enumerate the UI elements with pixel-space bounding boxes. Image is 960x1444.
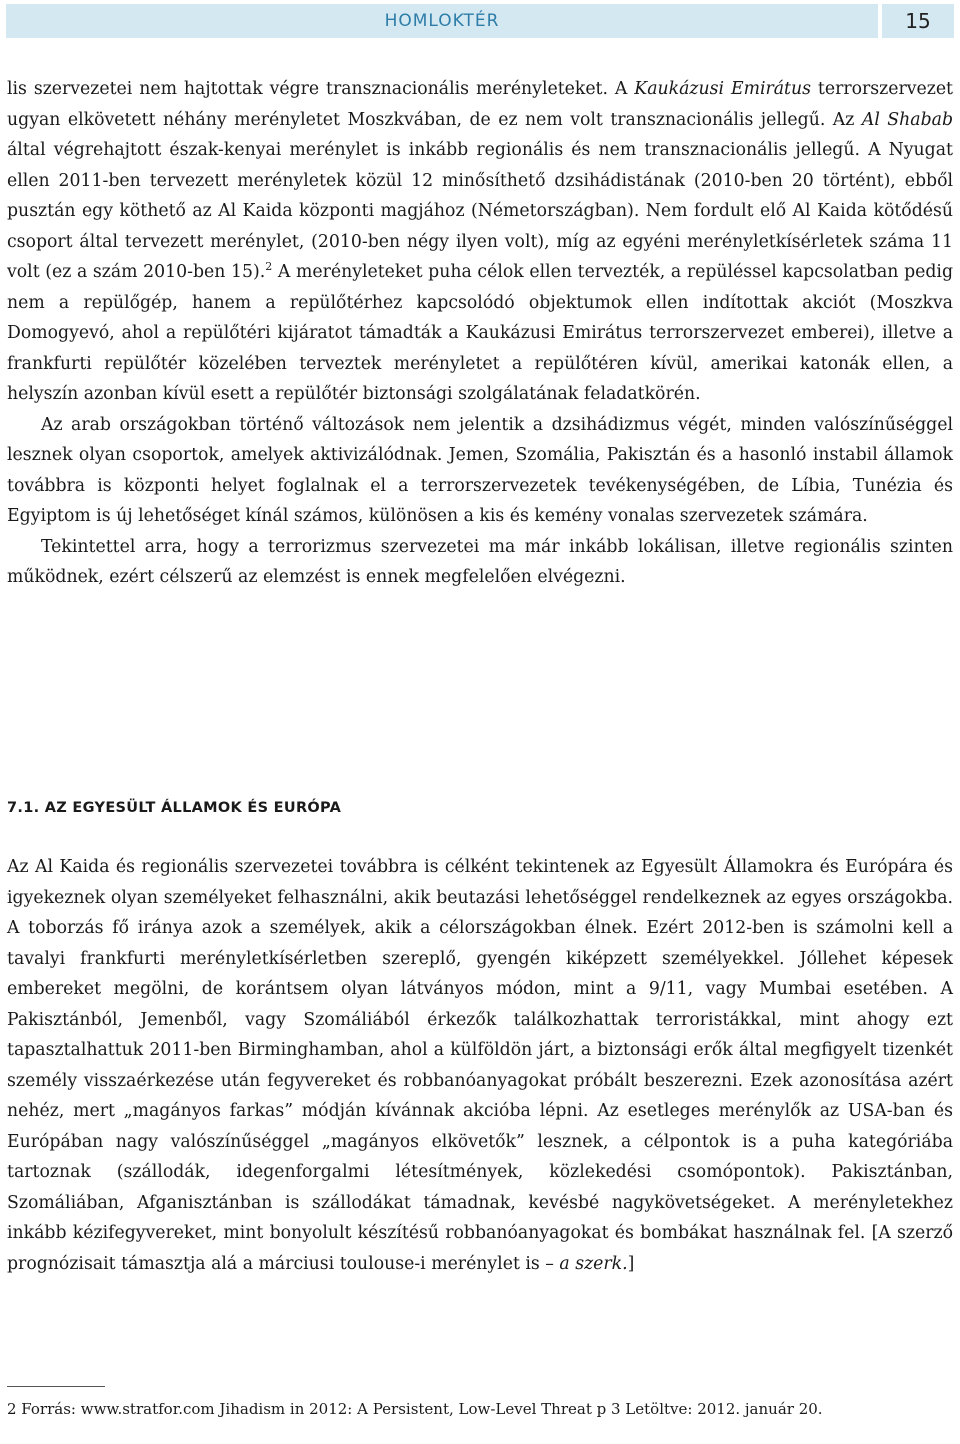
body-text (7, 74, 953, 593)
footnote: 2 Forrás: www.stratfor.com Jihadism in 2012: A Persistent, Low-Level Threat p 3 Letöltve: 2012. január 20. (7, 1400, 823, 1418)
emphasis: a szerk. (559, 1253, 628, 1274)
paragraph-2: Az arab országokban történő változások nem jelentik a dzsihádizmus végét, minden valószínűséggel lesznek olyan csoportok, amelyek aktivizálódnak. Jemen, Szomália, Pakisztán és a hasonló instabil államok továbbra is központi helyet foglalnak el a terrorszervezetek tevékenységében, de Líbia, Tunézia és Egyiptom is új lehetőséget kínál számos, különösen a kis és kemény vonalas szervezetek számára. (7, 414, 953, 526)
emphasis: Kaukázusi Emirátus (634, 79, 811, 99)
emphasis: Al Shabab (861, 109, 954, 130)
footnote-ref[interactable]: 2 (265, 260, 273, 274)
paragraph-4: Az Al Kaida és regionális szervezetei továbbra is célként tekintenek az Egyesült Államokra és Európára és igyekeznek olyan személyeket felhasználni, akik beutazási lehetőséggel rendelkeznek az egyes országokba. A toborzás fő iránya azok a személyek, akik a célországokban élnek. Ezért 2012-ben is számolni kell a tavalyi frankfurti merényletkísérletben szereplő, gyengén kiképzett személyekkel. Jóllehet képesek embereket megölni, de korántsem olyan látványos módon, mint a 9/11, vagy Mumbai esetében. A Pakisztánból, Jemenből, vagy Szomáliából érkezők találkozhattak terroristákkal, mint ahogy ezt tapasztalhattuk 2011-ben Birminghamban, ahol a külföldön járt, a biztonsági erők által megfigyelt tizenkét személy visszaérkezése után fegyvereket és robbanóanyagokat próbált beszerezni. Ezek azonosítása azért nehéz, mert „magányos farkas” módján kívánnak akcióba lépni. Az esetleges merénylők az USA-ban és Európában nagy valószínűséggel „magányos elkövetők” lesznek, a célpontok is a puha kategóriába tartoznak (szállodák, idegenforgalmi létesítmények, közlekedési csomópontok). Pakisztánban, Szomáliában, Afganisztánban is szállodákat támadnak, kevésbé nagykövetségeket. A merényletekhez inkább kézifegyvereket, mint bonyolult készítésű robbanóanyagokat és bombákat használnak fel. [A szerző prognózisait támasztja alá a márciusi toulouse-i merénylet is – a szerk.] (7, 857, 953, 1274)
paragraph-1: lis szervezetei nem hajtottak végre transznacionális merényleteket. A Kaukázusi Emirátus terrorszervezet ugyan elkövetett néhány merényletet Moszkvában, de ez nem volt transznacionális jellegű. Az Al Shabab által végrehajtott észak-kenyai merénylet is inkább regionális és nem transznacionális jellegű. A Nyugat ellen 2011-ben tervezett merényletek közül 12 minősíthető dzsihádistának (2010-ben 20 történt), ebből pusztán egy köthető az Al Kaida központi magjához (Németországban). Nem fordult elő Al Kaida kötődésű csoport által tervezett merénylet, (2010-ben négy ilyen volt), míg az egyéni merényletkísérletek száma 11 volt (ez a szám 2010-ben 15).$^2$ A merényleteket puha célok ellen tervezték, a repüléssel kapcsolatban pedig nem a repülőgép, hanem a repülőtérhez kapcsolódó objektumok ellen indítottak akciót (Moszkva Domogyevó, ahol a repülőtéri kijáratot támadták a Kaukázusi Emirátus terrorszervezet emberei), illetve a frankfurti repülőtér közelében terveztek merényletet a repülőtéren kívül, amerikai katonák ellen, a helyszín azonban kívül esett a repülőtér biztonsági szolgálatának feladatkörén. (7, 79, 954, 404)
page-header (6, 4, 954, 38)
paragraph-3: Tekintettel arra, hogy a terrorizmus szervezetei ma már inkább lokálisan, illetve regionális szinten működnek, ezért célszerű az elemzést is ennek megfelelően elvégezni. (7, 536, 953, 587)
section-heading: 7.1. AZ EGYESÜLT ÁLLAMOK ÉS EURÓPA (7, 800, 342, 816)
page-number: 15 (882, 4, 954, 38)
section-body (7, 852, 953, 1279)
footnote-divider (7, 1386, 105, 1387)
running-header: HOMLOKTÉR (6, 4, 878, 38)
